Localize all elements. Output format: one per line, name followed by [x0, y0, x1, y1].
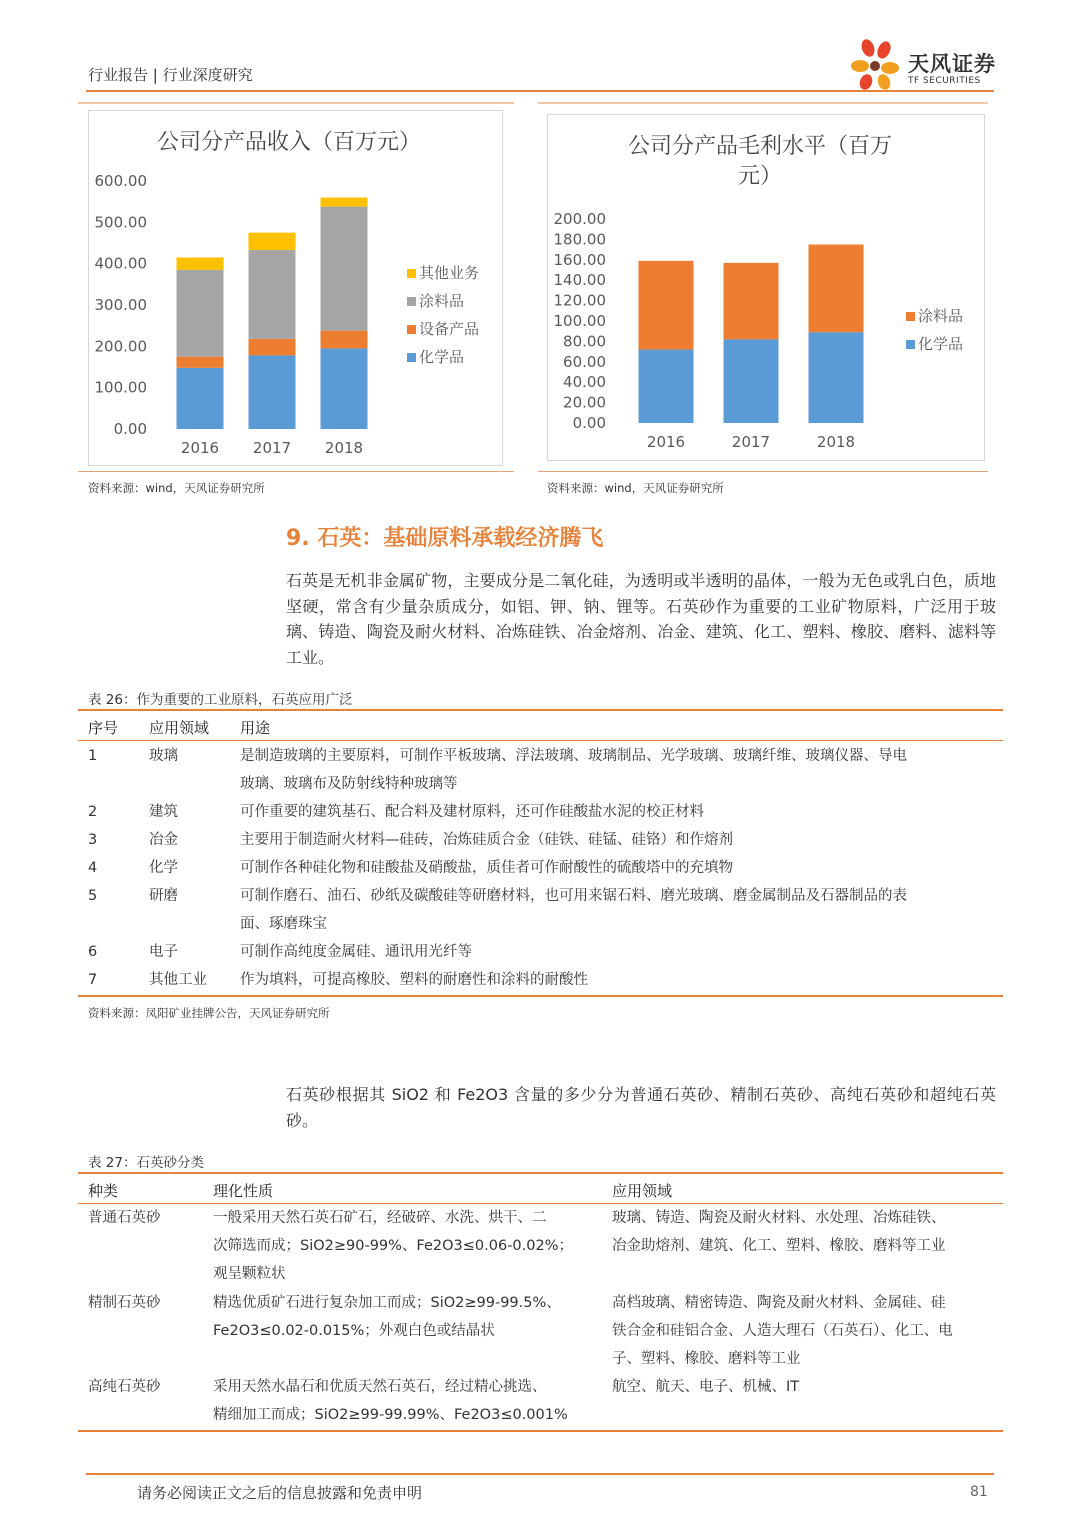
legend-label: 化学品	[918, 335, 964, 353]
table26-header-field: 应用领域	[149, 719, 210, 737]
bar-segment-2016	[639, 261, 694, 350]
table-row	[78, 882, 1003, 938]
bar-segment-2018	[809, 245, 864, 333]
paragraph-quartz-intro: 石英是无机非金属矿物，主要成分是二氧化硅，为透明或半透明的晶体，一般为无色或乳白色，质地坚硬，常含有少量杂质成分，如铝、钾、钠、锂等。石英砂作为重要的工业矿物原料，广泛用于玻璃、铸造、陶瓷及耐火材料、冶炼硅铁、冶金熔剂、冶金、建筑、化工、塑料、橡胶、磨料、滤料等工业。	[286, 571, 996, 667]
row-field: 玻璃	[149, 748, 178, 764]
table-row	[78, 1373, 1003, 1429]
table-row	[78, 826, 1003, 854]
flower-logo-icon	[848, 36, 908, 92]
y-tick-label: 200.00	[553, 210, 606, 228]
section-title: 9. 石英：基础原料承载经济腾飞	[286, 526, 604, 551]
table27-top-rule	[78, 1172, 1003, 1174]
legend-swatch	[906, 312, 915, 321]
row-no: 1	[88, 748, 98, 764]
legend-label: 涂料品	[918, 307, 964, 325]
bar-segment-2016	[639, 350, 694, 423]
row-no: 4	[88, 860, 98, 876]
row-use-line1: 可作重要的建筑基石、配合料及建材原料，还可作硅酸盐水泥的校正材料	[240, 804, 704, 820]
bar-segment-2016	[177, 257, 224, 269]
y-tick-label: 180.00	[553, 230, 606, 249]
table26-bottom-rule	[78, 995, 1003, 997]
footer-disclaimer: 请务必阅读正文之后的信息披露和免责申明	[137, 1484, 423, 1502]
row-field: 其他工业	[149, 972, 207, 988]
y-tick-label: 100.00	[553, 312, 606, 330]
chart2-top-rule	[538, 102, 988, 104]
legend-label: 化学品	[419, 348, 465, 366]
table26-body	[78, 742, 1003, 994]
row-property-line2: Fe2O3≤0.02-0.015%；外观白色或结晶状	[213, 1323, 495, 1339]
y-tick-label: 200.00	[94, 337, 147, 356]
y-tick-label: 140.00	[553, 271, 606, 290]
row-use-line1: 作为填料，可提高橡胶、塑料的耐磨性和涂料的耐酸性	[240, 972, 588, 988]
chart-revenue-by-product	[88, 110, 503, 466]
chart-gross-profit-svg	[548, 115, 984, 460]
x-tick-label: 2017	[731, 433, 771, 451]
row-use-line1: 是制造玻璃的主要原料，可制作平板玻璃、浮法玻璃、玻璃制品、光学玻璃、玻璃纤维、玻璃仪器、导电	[240, 748, 907, 764]
chart2-source: 资料来源：wind，天风证券研究所	[547, 481, 724, 495]
bar-segment-2016	[177, 357, 224, 368]
table-row	[78, 1204, 1003, 1289]
y-tick-label: 600.00	[94, 172, 147, 190]
row-field: 化学	[149, 860, 178, 876]
x-tick-label: 2018	[324, 439, 364, 457]
row-property-line1: 采用天然水晶石和优质天然石英石，经过精心挑选、	[213, 1379, 547, 1395]
y-tick-label: 60.00	[563, 352, 606, 371]
row-kind: 精制石英砂	[88, 1295, 161, 1311]
legend-label: 涂料品	[419, 292, 465, 310]
row-field: 建筑	[149, 804, 178, 820]
chart1-top-rule	[78, 102, 514, 104]
header-report-type: 行业报告 | 行业深度研究	[88, 66, 253, 84]
table-row	[78, 854, 1003, 882]
row-application-line2: 铁合金和硅铝合金、人造大理石（石英石）、化工、电	[612, 1323, 953, 1339]
table26-top-rule	[78, 709, 1003, 711]
bar-segment-2017	[724, 263, 779, 340]
bar-segment-2016	[177, 368, 224, 429]
row-use-line1: 可制作各种硅化物和硅酸盐及硝酸盐，质佳者可作耐酸性的硫酸塔中的充填物	[240, 860, 733, 876]
row-application-line1: 玻璃、铸造、陶瓷及耐火材料、水处理、冶炼硅铁、	[612, 1210, 946, 1226]
table26-header-no: 序号	[88, 719, 119, 737]
legend-swatch	[407, 269, 416, 278]
table27-header-property: 理化性质	[213, 1182, 274, 1200]
x-tick-label: 2018	[816, 433, 856, 451]
row-kind: 高纯石英砂	[88, 1379, 161, 1395]
chart2-bottom-rule	[538, 471, 988, 472]
row-use-line1: 主要用于制造耐火材料—硅砖，冶炼硅质合金（硅铁、硅锰、硅铬）和作熔剂	[240, 832, 733, 848]
y-tick-label: 20.00	[563, 393, 606, 412]
table-row	[78, 798, 1003, 826]
table27-header-application: 应用领域	[612, 1182, 673, 1200]
y-tick-label: 80.00	[563, 332, 606, 351]
x-tick-label: 2017	[252, 439, 292, 457]
bar-segment-2018	[321, 207, 368, 331]
row-property-line2: 精细加工而成；SiO2≥99-99.99%、Fe2O3≤0.001%	[213, 1407, 568, 1423]
bar-segment-2017	[249, 233, 296, 250]
logo-english-text: TF SECURITIES	[908, 76, 981, 86]
row-field: 研磨	[149, 888, 178, 904]
chart-title: 公司分产品收入（百万元）	[156, 130, 422, 155]
table-row	[78, 742, 1003, 798]
chart1-bottom-rule	[78, 471, 514, 472]
chart1-source: 资料来源：wind，天风证券研究所	[88, 481, 265, 495]
legend-swatch	[407, 353, 416, 362]
row-use-line1: 可制作磨石、油石、砂纸及碳酸硅等研磨材料，也可用来锯石料、磨光玻璃、磨金属制品及石器制品的表	[240, 888, 907, 904]
table27-header-kind: 种类	[88, 1182, 119, 1200]
row-use-line2: 面、琢磨珠宝	[240, 916, 327, 932]
chart-gross-profit-by-product	[547, 114, 985, 461]
legend-swatch	[407, 297, 416, 306]
x-tick-label: 2016	[646, 433, 686, 451]
y-tick-label: 100.00	[94, 378, 147, 397]
bar-segment-2018	[321, 198, 368, 207]
footer-divider	[86, 1473, 994, 1475]
bar-segment-2018	[321, 331, 368, 349]
row-application-line2: 冶金助熔剂、建筑、化工、塑料、橡胶、磨料等工业	[612, 1238, 946, 1254]
table26-header-rule	[78, 740, 1003, 741]
row-no: 2	[88, 804, 98, 820]
row-property-line2: 次筛选而成；SiO2≥90-99%、Fe2O3≤0.06-0.02%；	[213, 1238, 573, 1254]
table27-bottom-rule	[78, 1430, 1003, 1432]
row-property-line1: 精选优质矿石进行复杂加工而成；SiO2≥99-99.5%、	[213, 1295, 561, 1311]
row-application-line1: 高档玻璃、精密铸造、陶瓷及耐火材料、金属硅、硅	[612, 1295, 946, 1311]
row-application-line1: 航空、航天、电子、机械、IT	[612, 1379, 800, 1395]
bar-segment-2017	[249, 355, 296, 429]
table-row	[78, 938, 1003, 966]
x-tick-label: 2016	[180, 439, 220, 457]
legend-label: 设备产品	[419, 320, 480, 338]
table26-title: 表 26：作为重要的工业原料，石英应用广泛	[88, 692, 353, 708]
y-tick-label: 0.00	[572, 414, 606, 432]
row-field: 电子	[149, 944, 178, 960]
bar-segment-2017	[249, 339, 296, 356]
chart-title-line2: 元）	[737, 164, 783, 189]
table27-body	[78, 1204, 1003, 1429]
table26-source: 资料来源：凤阳矿业挂牌公告，天风证券研究所	[88, 1006, 330, 1020]
chart-title-line1: 公司分产品毛利水平（百万	[627, 134, 893, 159]
row-no: 7	[88, 972, 98, 988]
y-tick-label: 0.00	[113, 420, 147, 438]
y-tick-label: 160.00	[553, 250, 606, 269]
chart-revenue-svg	[89, 111, 502, 465]
y-tick-label: 120.00	[553, 291, 606, 310]
bar-segment-2017	[724, 339, 779, 423]
row-use-line2: 玻璃、玻璃布及防射线特种玻璃等	[240, 776, 458, 792]
paragraph-quartz-sand-classification: 石英砂根据其 SiO2 和 Fe2O3 含量的多少分为普通石英砂、精制石英砂、高纯石英砂和超纯石英砂。	[286, 1085, 996, 1130]
bar-segment-2017	[249, 250, 296, 339]
company-logo	[848, 36, 998, 92]
logo-chinese-text: 天风证券	[908, 52, 996, 76]
row-no: 3	[88, 832, 98, 848]
legend-swatch	[906, 340, 915, 349]
row-no: 6	[88, 944, 98, 960]
legend-swatch	[407, 325, 416, 334]
table-row	[78, 966, 1003, 994]
row-application-line3: 子、塑料、橡胶、磨料等工业	[612, 1351, 801, 1367]
row-no: 5	[88, 888, 98, 904]
row-use-line1: 可制作高纯度金属硅、通讯用光纤等	[240, 944, 472, 960]
y-tick-label: 300.00	[94, 296, 147, 314]
table27-title: 表 27：石英砂分类	[88, 1155, 204, 1171]
bar-segment-2018	[809, 332, 864, 423]
row-property-line1: 一般采用天然石英石矿石，经破碎、水洗、烘干、二	[213, 1210, 547, 1226]
y-tick-label: 400.00	[94, 254, 147, 273]
bar-segment-2016	[177, 270, 224, 357]
row-field: 冶金	[149, 832, 178, 848]
y-tick-label: 40.00	[563, 373, 606, 392]
bar-segment-2018	[321, 348, 368, 429]
page-number: 81	[970, 1484, 988, 1500]
table26-header-use: 用途	[240, 719, 271, 737]
row-kind: 普通石英砂	[88, 1210, 161, 1226]
legend-label: 其他业务	[419, 264, 480, 282]
table-row	[78, 1289, 1003, 1373]
y-tick-label: 500.00	[94, 213, 147, 232]
row-property-line3: 观呈颗粒状	[213, 1266, 286, 1282]
